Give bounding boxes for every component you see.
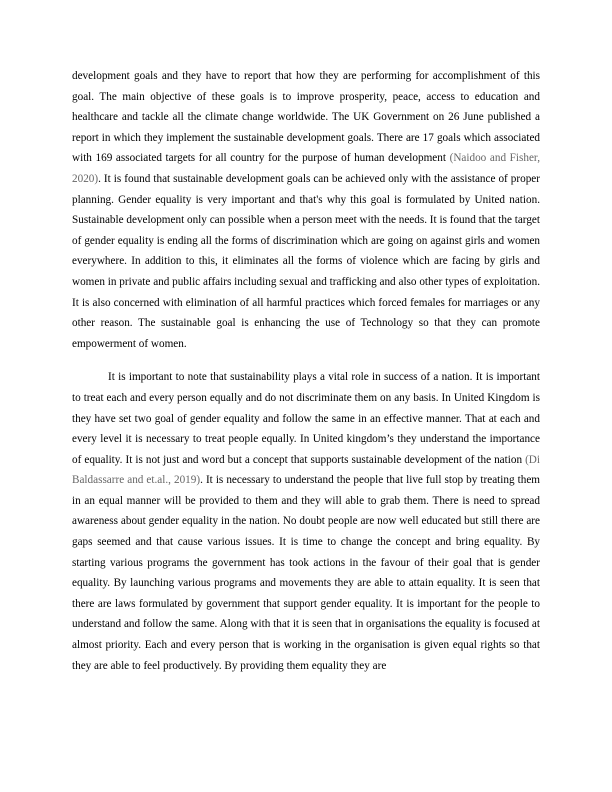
document-page (72, 66, 540, 676)
paragraph-1-text-start: development goals and they have to report that how they are performing for accomplishment of this goal. The main objective of these goals is to improve prosperity, peace, access to education and healthcare and tackle all the climate change worldwide. The UK Government on 26 June published a report in which they implement the sustainable development goals. There are 17 goals which associated with 169 associated targets for all country for the purpose of human development (72, 70, 540, 165)
paragraph-2-text-end: . It is necessary to understand the people that live full stop by treating them in an equal manner will be provided to them and they will able to grab them. There is need to spread awareness about gender equality in the nation. No doubt people are now well educated but still there are gaps seemed and that cause various issues. It is time to change the concept and bring equality. By starting various programs the government has took actions in the favour of their goal that is gender equality. By launching various programs and movements they are able to attain equality. It is seen that there are laws formulated by government that support gender equality. It is important for the people to understand and follow the same. Along with that it is seen that in organisations the equality is focused at almost priority. Each and every person that is working in the organisation is given equal rights so that they are able to feel productively. By providing them equality they are (72, 474, 540, 672)
citation-naidoo-fisher: (Naidoo and Fisher, 2020) (72, 152, 540, 185)
paragraph-2 (72, 367, 540, 676)
paragraph-1 (72, 66, 540, 354)
citation-di-baldassarre: (Di Baldassarre and et.al., 2019) (72, 453, 540, 487)
paragraph-1-text-end: . It is found that sustainable development goals can be achieved only with the assistance of proper planning. Gender equality is very important and that's why this goal is formulated by United nation. Sustainable development only can possible when a person meet with the needs. It is found that the target of gender equality is ending all the forms of discrimination which are going on against girls and women everywhere. In addition to this, it eliminates all the forms of violence which are facing by girls and women in private and public affairs including sexual and trafficking and also other types of exploitation. It is also concerned with elimination of all harmful practices which forced females for marriages or any other reason. The sustainable goal is enhancing the use of Technology so that they can promote empowerment of women. (72, 172, 540, 350)
paragraph-2-text-start: It is important to note that sustainability plays a vital role in success of a nation. It is important to treat each and every person equally and do not discriminate them on any basis. In United Kingdom is they have set two goal of gender equality and follow the same in an effective manner. That at each and every level it is necessary to treat people equally. In United kingdom’s they understand the importance of equality. It is not just and word but a concept that supports sustainable development of the nation (72, 371, 540, 466)
